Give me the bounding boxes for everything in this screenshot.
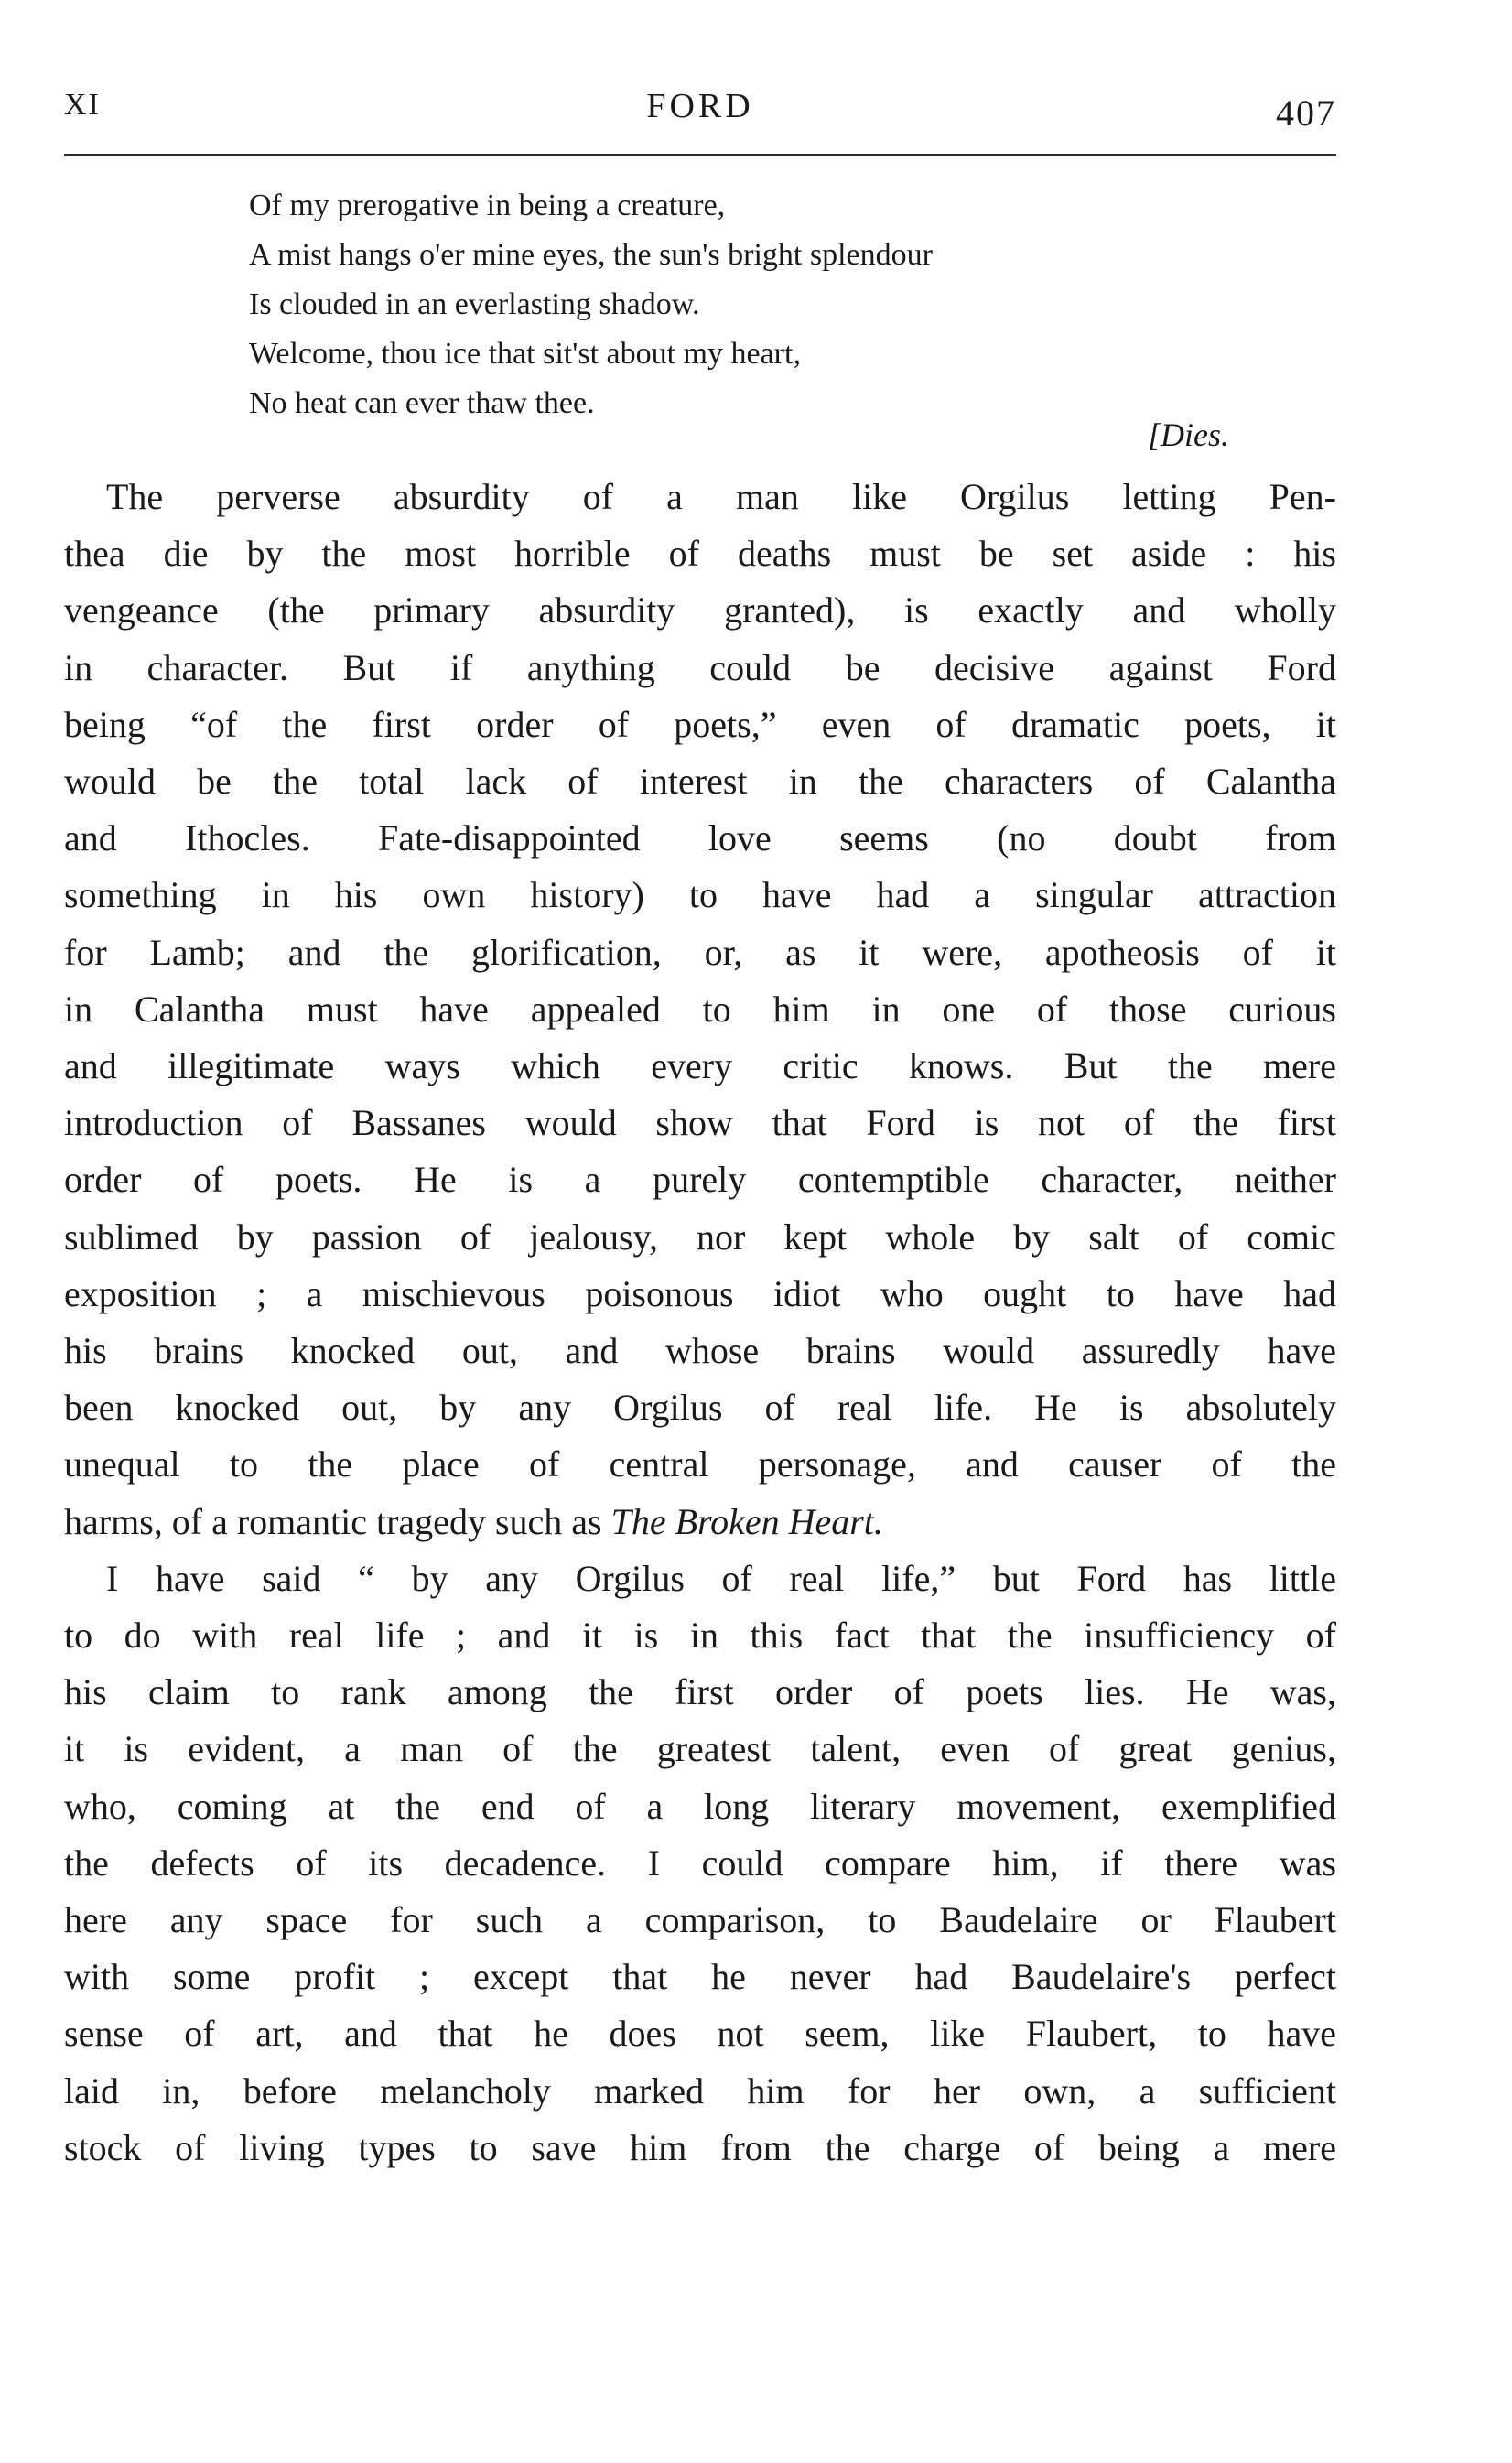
paragraph-line: who, coming at the end of a long literary movement, exemplified	[64, 1785, 1336, 1827]
verse-line: A mist hangs o'er mine eyes, the sun's bright splendour	[249, 238, 933, 272]
paragraph-text: harms, of a romantic tragedy such as	[64, 1500, 611, 1542]
paragraph-line: for Lamb; and the glorification, or, as it were, apotheosis of it	[64, 931, 1336, 973]
verse-line: No heat can ever thaw thee.	[249, 386, 595, 420]
running-title: FORD	[646, 87, 754, 125]
paragraph-line: introduction of Bassanes would show that Ford is not of the first	[64, 1102, 1336, 1144]
paragraph-line: order of poets. He is a purely contemptible character, neither	[64, 1159, 1336, 1201]
paragraph-line: and illegitimate ways which every critic knows. But the mere	[64, 1045, 1336, 1087]
paragraph-line: being “of the first order of poets,” even of dramatic poets, it	[64, 703, 1336, 745]
paragraph-line: laid in, before melancholy marked him for her own, a sufficient	[64, 2069, 1336, 2112]
chapter-numeral: XI	[64, 88, 101, 122]
paragraph-line: with some profit ; except that he never had Baudelaire's perfect	[64, 1956, 1336, 1998]
paragraph-line: sublimed by passion of jealousy, nor kept whole by salt of comic	[64, 1215, 1336, 1258]
paragraph-line: exposition ; a mischievous poisonous idiot who ought to have had	[64, 1272, 1336, 1314]
paragraph-line: the defects of its decadence. I could compare him, if there was	[64, 1842, 1336, 1884]
play-title: The Broken Heart.	[610, 1500, 883, 1542]
paragraph-line: something in his own history) to have had a singular attraction	[64, 874, 1336, 916]
verse-line: Of my prerogative in being a creature,	[249, 189, 726, 222]
paragraph-line: vengeance (the primary absurdity granted), is exactly and wholly	[64, 589, 1336, 632]
verse-line: Is clouded in an everlasting shadow.	[249, 287, 700, 321]
paragraph-line: and Ithocles. Fate-disappointed love seems (no doubt from	[64, 817, 1336, 859]
paragraph-line: to do with real life ; and it is in this fact that the insufficiency of	[64, 1615, 1336, 1657]
paragraph-line: in Calantha must have appealed to him in one of those curious	[64, 988, 1336, 1030]
page-number: 407	[1276, 92, 1336, 134]
verse-line: Welcome, thou ice that sit'st about my heart,	[249, 337, 801, 371]
paragraph-line: his brains knocked out, and whose brains would assuredly have	[64, 1330, 1336, 1372]
paragraph-line: his claim to rank among the first order of poets lies. He was,	[64, 1671, 1336, 1713]
running-head	[64, 81, 1336, 135]
paragraph-line: I have said “ by any Orgilus of real life,” but Ford has little	[106, 1557, 1336, 1599]
paragraph-line: The perverse absurdity of a man like Orgilus letting Pen-	[106, 476, 1336, 517]
header-rule	[64, 154, 1336, 156]
body-text	[64, 469, 1336, 2177]
paragraph-line: been knocked out, by any Orgilus of real life. He is absolutely	[64, 1387, 1336, 1429]
paragraph-line: thea die by the most horrible of deaths must be set aside : his	[64, 533, 1336, 575]
paragraph-line: unequal to the place of central personage, and causer of the	[64, 1443, 1336, 1485]
paragraph-last-line	[64, 1494, 1336, 1550]
paragraph-line: sense of art, and that he does not seem, like Flaubert, to have	[64, 2013, 1336, 2055]
verse-quotation	[249, 181, 1256, 428]
stage-direction: [Dies.	[1148, 416, 1229, 453]
paragraph-line: in character. But if anything could be decisive against Ford	[64, 646, 1336, 688]
paragraph-line: would be the total lack of interest in the characters of Calantha	[64, 761, 1336, 803]
paragraph-line: it is evident, a man of the greatest talent, even of great genius,	[64, 1728, 1336, 1770]
paragraph-line: here any space for such a comparison, to Baudelaire or Flaubert	[64, 1899, 1336, 1941]
paragraph-line: stock of living types to save him from the charge of being a mere	[64, 2126, 1336, 2168]
